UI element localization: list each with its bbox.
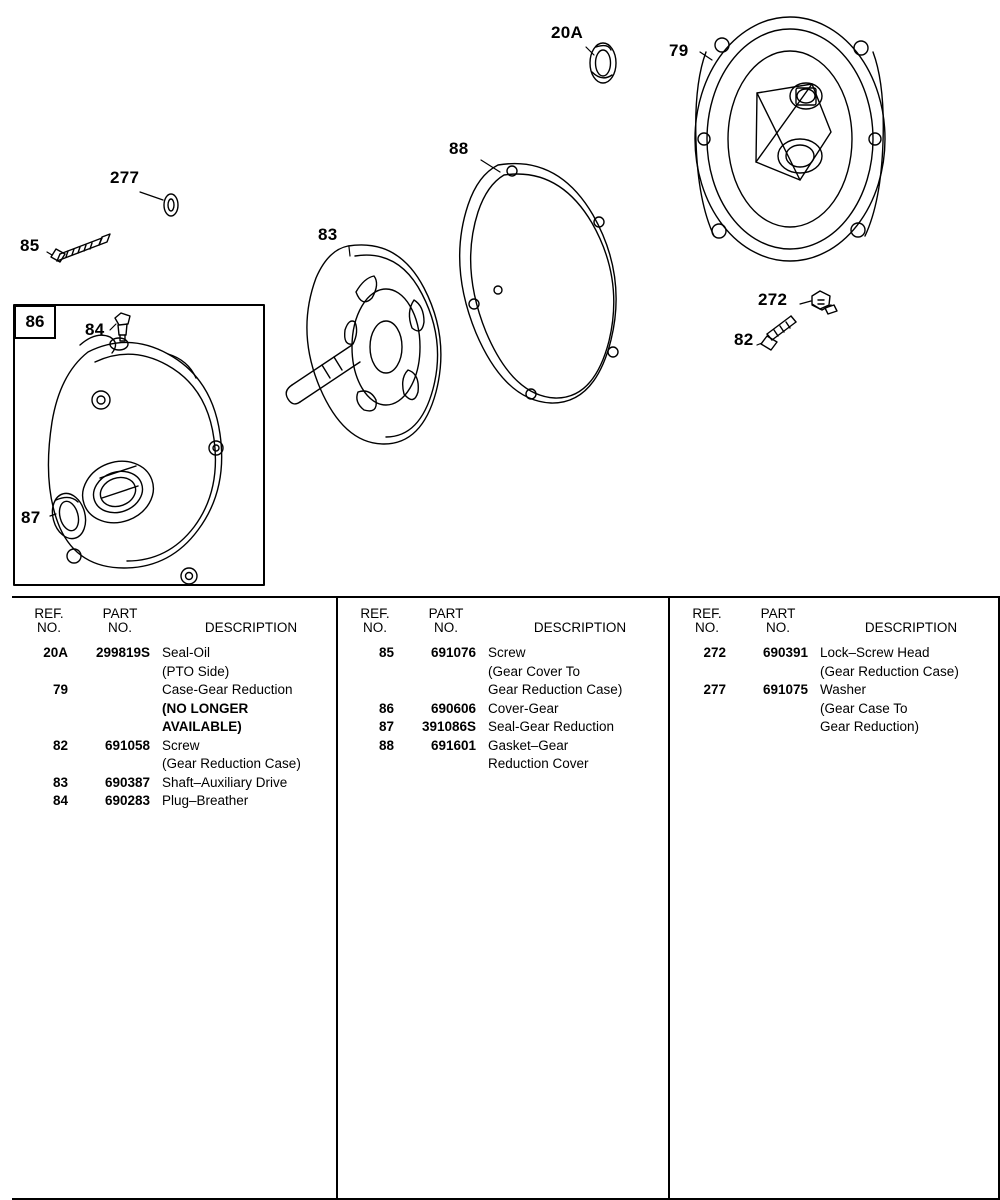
cell-ref: [670, 718, 732, 737]
part-79-gear-reduction-case: [695, 17, 885, 261]
parts-table-column-2: [336, 598, 668, 1198]
cell-part: 690606: [430, 700, 476, 716]
cell-ref: [670, 700, 732, 719]
cell-part: 690387: [104, 774, 150, 790]
cell-desc: Reduction Cover: [488, 756, 589, 771]
part-88-gasket: [460, 164, 618, 403]
table-row: [338, 700, 668, 719]
header-part-no: PART NO.: [760, 606, 796, 635]
table-row: [670, 718, 998, 737]
cell-desc: (Gear Reduction Case): [162, 756, 301, 771]
cell-part: [74, 700, 154, 719]
cell-ref: 272: [703, 645, 726, 660]
cell-part: [400, 663, 480, 682]
cell-part: [400, 755, 480, 774]
part-87-seal-gear-reduction: [48, 490, 91, 543]
callout-272: 272: [758, 290, 788, 309]
table-row: [12, 700, 336, 719]
header-ref-no: REF. NO.: [692, 606, 722, 635]
table-row: [670, 663, 998, 682]
table-row: [338, 681, 668, 700]
table-row: [12, 737, 336, 756]
cell-desc: Screw: [162, 737, 200, 753]
table-row: [12, 755, 336, 774]
cell-ref: [12, 755, 74, 774]
exploded-parts-illustration: [0, 0, 1000, 595]
cell-ref: 88: [378, 737, 394, 753]
cell-desc: Cover-Gear: [488, 700, 559, 716]
parts-table-column-1: [12, 598, 336, 1198]
table-row: [12, 644, 336, 663]
cell-part: [732, 663, 812, 682]
cell-ref: [670, 663, 732, 682]
header-description: DESCRIPTION: [864, 620, 958, 635]
cell-part: [74, 755, 154, 774]
table-row: [338, 663, 668, 682]
cell-desc: Case-Gear Reduction: [162, 682, 293, 697]
rows-container: [338, 644, 668, 774]
cell-ref: [338, 681, 400, 700]
callout-82: 82: [734, 330, 754, 349]
header-description: DESCRIPTION: [204, 620, 298, 635]
cell-desc: Washer: [820, 682, 867, 697]
cell-desc: Shaft–Auxiliary Drive: [162, 774, 288, 790]
cell-part: [732, 700, 812, 719]
cell-ref: 86: [378, 700, 394, 716]
table-row: [12, 681, 336, 700]
table-row: [670, 700, 998, 719]
cell-part: [400, 681, 480, 700]
callout-86-label: 86: [25, 312, 45, 331]
cell-desc: Seal-Gear Reduction: [488, 719, 615, 734]
table-row: [12, 792, 336, 811]
table-row: [338, 718, 668, 737]
cell-part: [732, 718, 812, 737]
cell-ref: 84: [52, 793, 68, 808]
rows-container: [670, 644, 998, 737]
cell-part: [74, 681, 154, 700]
cell-desc: Seal-Oil: [162, 645, 211, 660]
cell-part: [74, 718, 154, 737]
illustration-drawing: [0, 0, 1000, 595]
cell-ref: 85: [378, 645, 394, 660]
callout-86: [14, 305, 56, 339]
cell-desc: Screw: [488, 645, 526, 660]
cell-desc: Gear Reduction): [820, 719, 920, 734]
cell-ref: [338, 663, 400, 682]
callout-20a: 20A: [551, 23, 584, 42]
part-272-lock-screw-head: [812, 291, 837, 314]
cell-desc: Lock–Screw Head: [820, 645, 930, 660]
cell-desc: (NO LONGER: [162, 700, 249, 716]
cell-part: 690391: [762, 645, 808, 660]
cell-desc: Gasket–Gear: [488, 737, 569, 753]
header-description: DESCRIPTION: [533, 620, 627, 635]
cell-desc: (Gear Case To: [820, 700, 908, 716]
cell-part: 691601: [430, 737, 476, 753]
table-row: [12, 718, 336, 737]
column-header: [670, 598, 998, 635]
cell-desc: Plug–Breather: [162, 793, 249, 808]
rows-container: [12, 644, 336, 811]
cell-ref: 83: [52, 774, 68, 790]
part-86-cover-gear: [48, 335, 223, 584]
cell-ref: 87: [378, 719, 394, 734]
cell-desc: (PTO Side): [162, 663, 230, 679]
cell-ref: 79: [52, 682, 68, 697]
part-20a-oil-seal: [590, 43, 616, 83]
parts-table-column-3: [668, 598, 1000, 1198]
cell-desc: Gear Reduction Case): [488, 682, 623, 697]
cell-part: 691075: [762, 682, 808, 697]
table-row: [12, 774, 336, 793]
callout-277: 277: [110, 168, 140, 187]
part-85-screw: [51, 234, 110, 262]
header-part-no: PART NO.: [428, 606, 464, 635]
column-header: [338, 598, 668, 635]
cell-part: [74, 663, 154, 682]
callout-87: 87: [21, 508, 41, 527]
parts-list-table: [12, 596, 1000, 1200]
table-row: [338, 737, 668, 756]
header-ref-no: REF. NO.: [34, 606, 64, 635]
part-83-shaft-auxiliary-drive: [286, 245, 441, 444]
table-row: [670, 681, 998, 700]
header-ref-no: REF. NO.: [360, 606, 390, 635]
cell-part: 299819S: [95, 645, 150, 660]
cell-ref: 277: [703, 682, 726, 697]
table-row: [12, 663, 336, 682]
column-header: [12, 598, 336, 635]
cell-part: 391086S: [421, 719, 476, 734]
cell-ref: 82: [52, 737, 68, 753]
cell-desc: (Gear Reduction Case): [820, 663, 959, 679]
cell-part: 691076: [430, 645, 476, 660]
cell-part: 690283: [104, 793, 150, 808]
cell-ref: 20A: [43, 645, 68, 660]
table-row: [338, 644, 668, 663]
cell-desc: AVAILABLE): [162, 719, 242, 734]
table-row: [338, 755, 668, 774]
table-row: [670, 644, 998, 663]
cell-desc: (Gear Cover To: [488, 663, 581, 679]
callout-88: 88: [449, 139, 469, 158]
part-84-plug-breather: [115, 313, 130, 341]
part-277-washer: [164, 194, 178, 216]
cell-part: 691058: [104, 737, 150, 753]
part-82-screw: [761, 316, 796, 350]
callout-83: 83: [318, 225, 338, 244]
callout-84: 84: [85, 320, 105, 339]
callout-79: 79: [669, 41, 689, 60]
cell-ref: [12, 663, 74, 682]
callout-85: 85: [20, 236, 40, 255]
cell-ref: [12, 718, 74, 737]
cell-ref: [12, 700, 74, 719]
cell-ref: [338, 755, 400, 774]
header-part-no: PART NO.: [102, 606, 138, 635]
